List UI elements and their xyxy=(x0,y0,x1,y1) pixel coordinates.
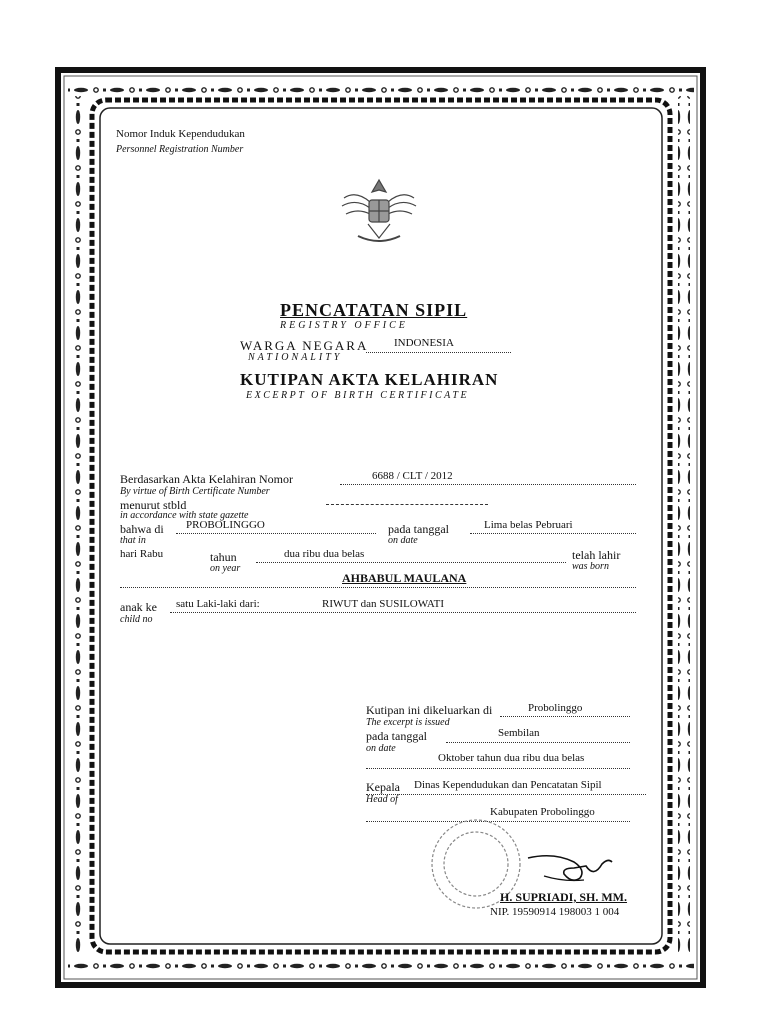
signatory-nip: NIP. 19590914 198003 1 004 xyxy=(490,906,620,918)
issued-label-en: The excerpt is issued xyxy=(366,717,450,728)
parents-value: RIWUT dan SUSILOWATI xyxy=(322,598,445,610)
issue-date-value-2: Oktober tahun dua ribu dua belas xyxy=(438,752,585,764)
head-label: Kepala xyxy=(366,780,400,794)
child-name: AHBABUL MAULANA xyxy=(342,571,467,585)
garuda-emblem-icon xyxy=(338,172,420,248)
place-label-en: that in xyxy=(120,535,146,546)
nationality-label-en: NATIONALITY xyxy=(248,352,343,363)
nik-label-en: Personnel Registration Number xyxy=(116,144,244,155)
certificate-title: KUTIPAN AKTA KELAHIRAN xyxy=(240,370,499,389)
date-label-en: on date xyxy=(388,535,418,546)
issue-date-value-1: Sembilan xyxy=(498,727,540,739)
date-value: Lima belas Pebruari xyxy=(484,519,573,531)
issued-label: Kutipan ini dikeluarkan di xyxy=(366,703,493,717)
cert-no-value: 6688 / CLT / 2012 xyxy=(372,470,453,482)
head-value: Dinas Kependudukan dan Pencatatan Sipil xyxy=(414,779,602,791)
year-label: tahun xyxy=(210,550,237,564)
nik-label: Nomor Induk Kependudukan xyxy=(116,128,245,140)
certificate-title-en: EXCERPT OF BIRTH CERTIFICATE xyxy=(246,390,470,401)
office-title: PENCATATAN SIPIL xyxy=(280,300,468,320)
regency: Kabupaten Probolinggo xyxy=(490,806,595,818)
issued-place: Probolinggo xyxy=(528,702,583,714)
place-label: bahwa di xyxy=(120,522,164,536)
office-title-en: REGISTRY OFFICE xyxy=(280,320,408,331)
year-value: dua ribu dua belas xyxy=(284,548,365,560)
child-no-label: anak ke xyxy=(120,600,157,614)
day-value: hari Rabu xyxy=(120,548,164,560)
born-label-en: was born xyxy=(572,561,609,572)
stbld-label-en: in accordance with state gazette xyxy=(120,510,249,521)
nationality-label: WARGA NEGARA xyxy=(240,338,369,353)
signature xyxy=(524,848,616,888)
cert-no-label: Berdasarkan Akta Kelahiran Nomor xyxy=(120,472,293,486)
date-label: pada tanggal xyxy=(388,522,449,536)
year-label-en: on year xyxy=(210,563,241,574)
signatory-name: H. SUPRIADI, SH. MM. xyxy=(500,890,628,904)
child-no-value: satu Laki-laki dari: xyxy=(176,598,260,610)
issue-date-label-en: on date xyxy=(366,743,396,754)
cert-no-label-en: By virtue of Birth Certificate Number xyxy=(120,486,270,497)
child-no-label-en: child no xyxy=(120,614,153,625)
place-value: PROBOLINGGO xyxy=(186,519,265,531)
stbld-label: menurut stbld xyxy=(120,498,187,512)
head-label-en: Head of xyxy=(366,794,398,805)
issue-date-label: pada tanggal xyxy=(366,729,427,743)
born-label: telah lahir xyxy=(572,548,621,562)
nationality-value: INDONESIA xyxy=(394,337,454,349)
